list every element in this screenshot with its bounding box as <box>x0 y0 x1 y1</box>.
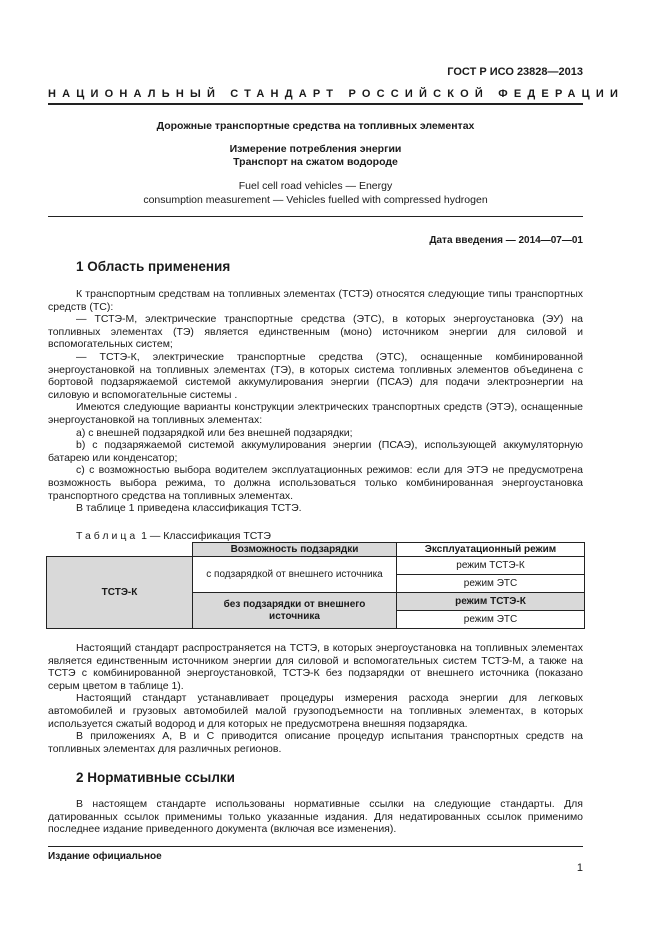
cell-mode: режим ЭТС <box>397 611 585 629</box>
title-ru-sub2: Транспорт на сжатом водороде <box>233 156 398 168</box>
official-edition-label: Издание официальное <box>48 851 162 862</box>
table-caption-text: 1 — Классификация ТСТЭ <box>138 530 271 542</box>
intro-date: Дата введения — 2014—07—01 <box>429 235 583 246</box>
col-header-mode: Эксплуатационный режим <box>397 543 585 557</box>
title-ru-sub1: Измерение потребления энергии <box>229 143 402 155</box>
cell-mode-highlighted: режим ТСТЭ-К <box>397 593 585 611</box>
section-1-heading: 1 Область применения <box>76 259 231 274</box>
top-divider <box>48 103 583 105</box>
paragraph: a) с внешней подзарядкой или без внешней подзарядки; <box>76 426 353 439</box>
title-en-line2: consumption measurement — Vehicles fuelled with compressed hydrogen <box>143 194 488 206</box>
paragraph: c) с возможностью выбора водителем эксплуатационных режимов: если для ЭТЭ не предусмотрена возможность выбора режима, то должна использоваться только комбинированная энергоустановка транспортного средства на топливных элементах. <box>48 464 583 502</box>
paragraph: b) с подзаряжаемой системой аккумулирования энергии (ПСАЭ), использующей аккумуляторную батарею или конденсатор; <box>48 439 583 464</box>
cell-mode: режим ЭТС <box>397 575 585 593</box>
national-standard-banner: НАЦИОНАЛЬНЫЙ СТАНДАРТ РОССИЙСКОЙ ФЕДЕРАЦИИ <box>48 88 625 100</box>
table-caption-prefix: Таблица <box>76 530 139 542</box>
title-ru-main: Дорожные транспортные средства на топливных элементах <box>156 120 475 132</box>
document-code: ГОСТ Р ИСО 23828—2013 <box>447 66 583 78</box>
paragraph: — ТСТЭ-К, электрические транспортные средства (ЭТС), оснащенные комбинированной энергоустановкой на топливных элементах (ТЭ), в которых система топливных элементов объединена с бортовой подзаряжаемой системой аккумулирования энергии (ПСАЭ) для подачи электроэнергии на силовую и вспомогательные системы . <box>48 350 583 401</box>
paragraph: Имеются следующие варианты конструкции электрических транспортных средств (ЭТЭ), оснащенные энергоустановкой на топливных элементах: <box>48 401 583 426</box>
row-label-tste-k: ТСТЭ-К <box>47 557 193 629</box>
paragraph: Настоящий стандарт распространяется на ТСТЭ, в которых энергоустановка на топливных элементах является единственным источником энергии для силовой и вспомогательных систем ТСТЭ-М, а также на ТСТЭ с комбинированной энергоустановкой, ТСТЭ-К без подзарядки от внешнего источника (показано серым цветом в таблице 1). <box>48 642 583 692</box>
cell-mode: режим ТСТЭ-К <box>397 557 585 575</box>
paragraph: В настоящем стандарте использованы нормативные ссылки на следующие стандарты. Для датированных ссылок применимы только указанные издания. Для недатированных ссылок применимо последнее издание приведенного документа (включая все изменения). <box>48 798 583 836</box>
paragraph: К транспортным средствам на топливных элементах (ТСТЭ) относятся следующие типы транспортных средств (ТС): <box>48 288 583 313</box>
section-1-body <box>48 288 583 515</box>
title-en-line1: Fuel cell road vehicles — Energy <box>238 180 393 192</box>
table-corner <box>47 543 193 557</box>
section-2-heading: 2 Нормативные ссылки <box>76 770 235 785</box>
paragraph: — ТСТЭ-М, электрические транспортные средства (ЭТС), в которых энергоустановка (ЭУ) на топливных элементах (ТЭ) является единственным (моно) источником энергии для силовой и вспомогательных систем; <box>48 313 583 351</box>
cell-external-charging: с подзарядкой от внешнего источника <box>193 557 397 593</box>
paragraph: В таблице 1 приведена классификация ТСТЭ. <box>76 502 302 515</box>
classification-table <box>46 542 585 629</box>
footer-divider <box>48 846 583 847</box>
section-2-body <box>48 798 583 836</box>
table-caption <box>76 530 271 542</box>
section-1-continued <box>48 642 583 755</box>
col-header-charging: Возможность подзарядки <box>193 543 397 557</box>
cell-no-external-charging: без подзарядки от внешнего источника <box>193 593 397 629</box>
paragraph: Настоящий стандарт устанавливает процедуры измерения расхода энергии для легковых автомобилей и грузовых автомобилей малой грузоподъемности на топливных элементах, в которых используется сжатый водород и для которых не предусмотрена внешняя подзарядка. <box>48 692 583 730</box>
page-number: 1 <box>576 862 583 874</box>
paragraph: В приложениях А, В и С приводится описание процедур испытания транспортных средств на топливных элементах для различных регионов. <box>48 730 583 755</box>
title-divider <box>48 216 583 217</box>
